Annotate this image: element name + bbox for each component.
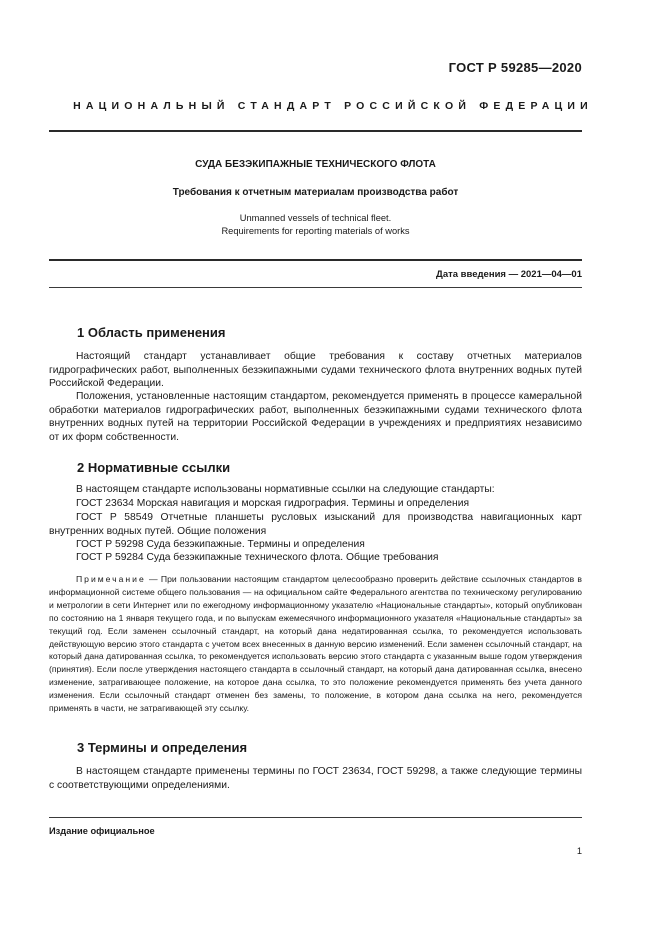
date-rule [49,287,582,288]
section-1-paragraph-1: Настоящий стандарт устанавливает общие требования к составу отчетных материалов гидрографических работ, выполненных безэкипажными судами технического флота внутренних водных путей Российской Федерации. [49,351,582,390]
section-1-paragraph-2: Положения, установленные настоящим стандартом, рекомендуется применять в процессе камеральной обработки материалов гидрографических работ, выполненных безэкипажными судами технического флота внутренних водных путей на территории Российской Федерации в учреждениях и предприятиях независимо от их форм собственности. [49,391,582,443]
section-1-heading: 1 Область применения [77,325,226,340]
note-label: Примечание [76,574,146,584]
document-title: СУДА БЕЗЭКИПАЖНЫЕ ТЕХНИЧЕСКОГО ФЛОТА [195,159,436,170]
section-2-heading: 2 Нормативные ссылки [77,460,231,475]
section-2-intro: В настоящем стандарте использованы нормативные ссылки на следующие стандарты: [76,484,495,495]
header-rule [49,130,582,132]
document-subtitle: Требования к отчетным материалам производства работ [172,187,459,198]
reference-gost-23634: ГОСТ 23634 Морская навигация и морская гидрография. Термины и определения [76,498,470,509]
english-title-line-1: Unmanned vessels of technical fleet. [239,213,392,223]
english-title-line-2: Requirements for reporting materials of works [221,226,410,236]
national-standard-title: НАЦИОНАЛЬНЫЙ СТАНДАРТ РОССИЙСКОЙ ФЕДЕРАЦИИ [73,100,593,112]
section-3-paragraph-1: В настоящем стандарте применены термины по ГОСТ 23634, ГОСТ 59298, а также следующие термины с соответствующими определениями. [49,766,582,791]
english-title [49,212,582,238]
note-block [49,573,582,715]
page-number: 1 [576,846,582,856]
reference-gost-r-58549: ГОСТ Р 58549 Отчетные планшеты русловых изысканий для производства навигационных карт внутренних водных путей. Общие положения [49,512,582,537]
note-text: — При пользовании настоящим стандартом целесообразно проверить действие ссылочных стандартов в информационной системе общего пользования — на официальном сайте Федерального агентства по техническому регулированию и метрологии в сети Интернет или по ежегодному информационному указателю «Национальные стандарты», который опубликован по состоянию на 1 января текущего года, и по выпускам ежемесячного информационного указателя «Национальные стандарты» за текущий год. Если заменен ссылочный стандарт, на который дана недатированная ссылка, то рекомендуется использовать действующую версию этого стандарта с учетом всех внесенных в данную версию изменений. Если заменен ссылочный стандарт, на который дана датированная ссылка, то рекомендуется использовать версию этого стандарта с указанным выше годом утверждения (принятия). Если после утверждения настоящего стандарта в ссылочный стандарт, на который дана датированная ссылка, внесено изменение, затрагивающее положение, на которое дана ссылка, то это положение рекомендуется применять без учета данного изменения. Если ссылочный стандарт отменен без замены, то положение, в котором дана ссылка на него, рекомендуется применять в части, не затрагивающей эту ссылку. [49,574,582,714]
reference-gost-r-59284: ГОСТ Р 59284 Суда безэкипажные технического флота. Общие требования [76,552,439,563]
title-rule [49,259,582,261]
reference-gost-r-59298: ГОСТ Р 59298 Суда безэкипажные. Термины и определения [76,539,365,550]
introduction-date: Дата введения — 2021—04—01 [436,269,582,280]
standard-number: ГОСТ Р 59285—2020 [448,60,582,75]
footer-rule [49,817,582,818]
section-3-heading: 3 Термины и определения [77,740,248,755]
official-edition-label: Издание официальное [49,826,155,836]
